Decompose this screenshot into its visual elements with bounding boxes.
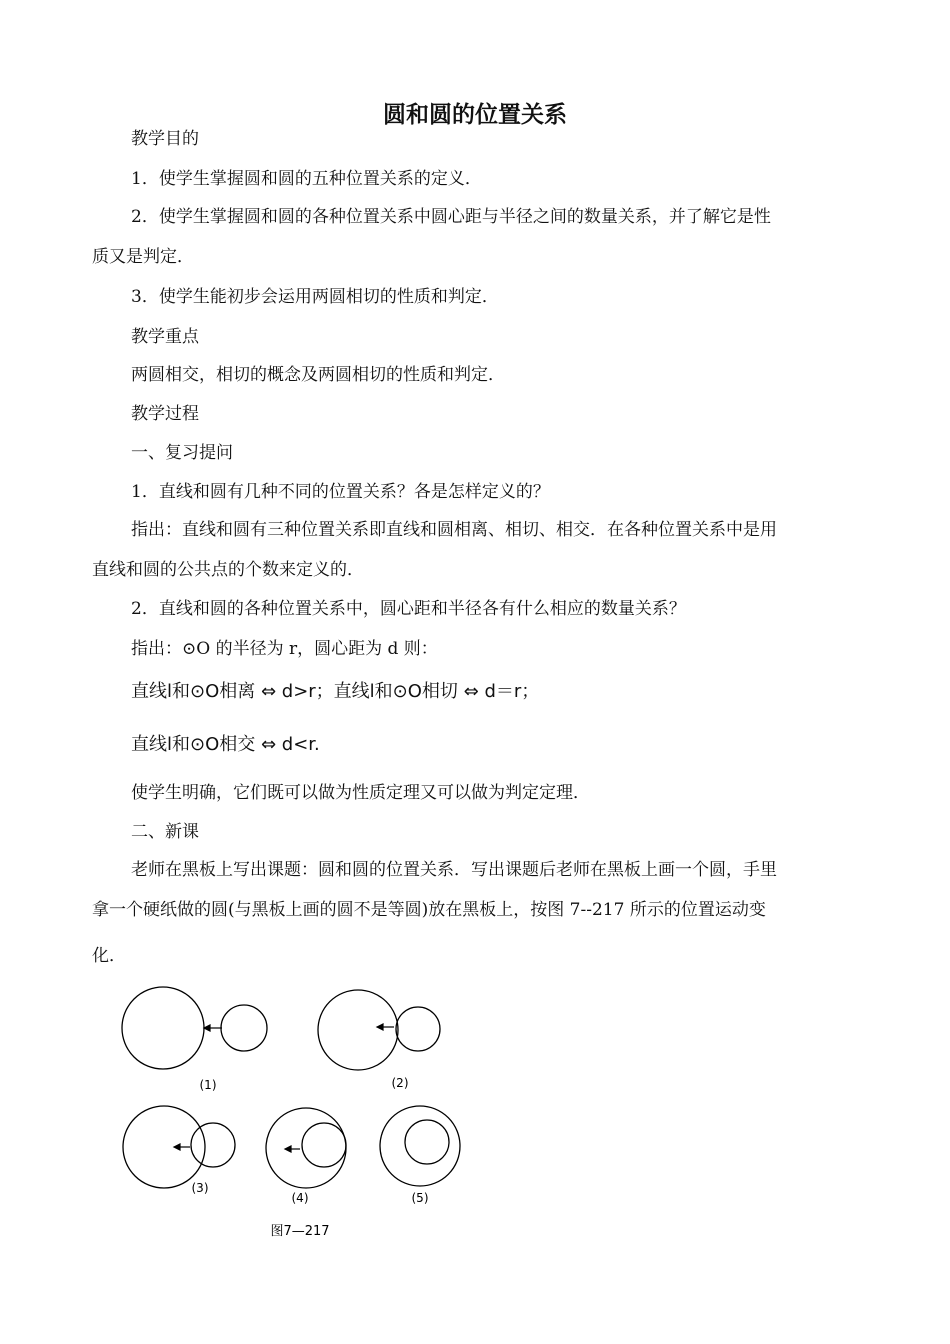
large-circle [122, 987, 204, 1069]
figure-label: (5) [411, 1191, 429, 1205]
large-circle [318, 990, 398, 1070]
text-line: 教学重点 [131, 327, 199, 347]
page-title: 圆和圆的位置关系 [383, 102, 567, 128]
text-line: 拿一个硬纸做的圆(与黑板上画的圆不是等圆)放在黑板上，按图 7--217 所示的位置运动变 [92, 900, 766, 920]
text-line: 2．直线和圆的各种位置关系中，圆心距和半径各有什么相应的数量关系？ [131, 599, 686, 619]
figure-label: (2) [391, 1076, 409, 1090]
text-line: 指出：⊙O 的半径为 r，圆心距为 d 则： [131, 639, 438, 659]
small-circle [191, 1123, 235, 1167]
text-line: 指出：直线和圆有三种位置关系即直线和圆相离、相切、相交．在各种位置关系中是用 [131, 520, 777, 540]
text-line: 1．直线和圆有几种不同的位置关系？各是怎样定义的？ [131, 482, 550, 502]
text-line: 直线和圆的公共点的个数来定义的． [92, 560, 364, 580]
arrow-head [204, 1025, 210, 1031]
arrow-head [174, 1144, 180, 1150]
formula-line: 直线l和⊙O相交 ⇔ d<r. [131, 734, 320, 755]
text-line: 1．使学生掌握圆和圆的五种位置关系的定义． [131, 169, 482, 189]
figure-caption: 图7—217 [270, 1224, 330, 1239]
text-line: 使学生明确，它们既可以做为性质定理又可以做为判定定理． [131, 783, 590, 803]
small-circle [302, 1123, 346, 1167]
formula-line: 直线l和⊙O相离 ⇔ d>r；直线l和⊙O相切 ⇔ d＝r； [131, 681, 540, 702]
figure-label: (3) [191, 1181, 209, 1195]
figure-label: (4) [291, 1191, 309, 1205]
small-circle [221, 1005, 267, 1051]
text-line: 老师在黑板上写出课题：圆和圆的位置关系．写出课题后老师在黑板上画一个圆，手里 [131, 860, 777, 880]
large-circle [123, 1106, 205, 1188]
arrow-head [285, 1146, 291, 1152]
text-line: 教学过程 [131, 404, 199, 424]
small-circle [396, 1007, 440, 1051]
text-line: 2．使学生掌握圆和圆的各种位置关系中圆心距与半径之间的数量关系，并了解它是性 [131, 207, 771, 227]
text-line: 3．使学生能初步会运用两圆相切的性质和判定． [131, 287, 499, 307]
text-line: 一、复习提问 [131, 443, 233, 463]
circle-position-figure [100, 985, 480, 1245]
large-circle [266, 1108, 346, 1188]
text-line: 化． [92, 946, 126, 966]
figure-label: (1) [199, 1078, 217, 1092]
text-line: 二、新课 [131, 822, 199, 842]
text-line: 两圆相交，相切的概念及两圆相切的性质和判定． [131, 365, 505, 385]
text-line: 教学目的 [131, 129, 199, 149]
arrow-head [377, 1024, 383, 1030]
small-circle [405, 1120, 449, 1164]
text-line: 质又是判定． [92, 247, 194, 267]
